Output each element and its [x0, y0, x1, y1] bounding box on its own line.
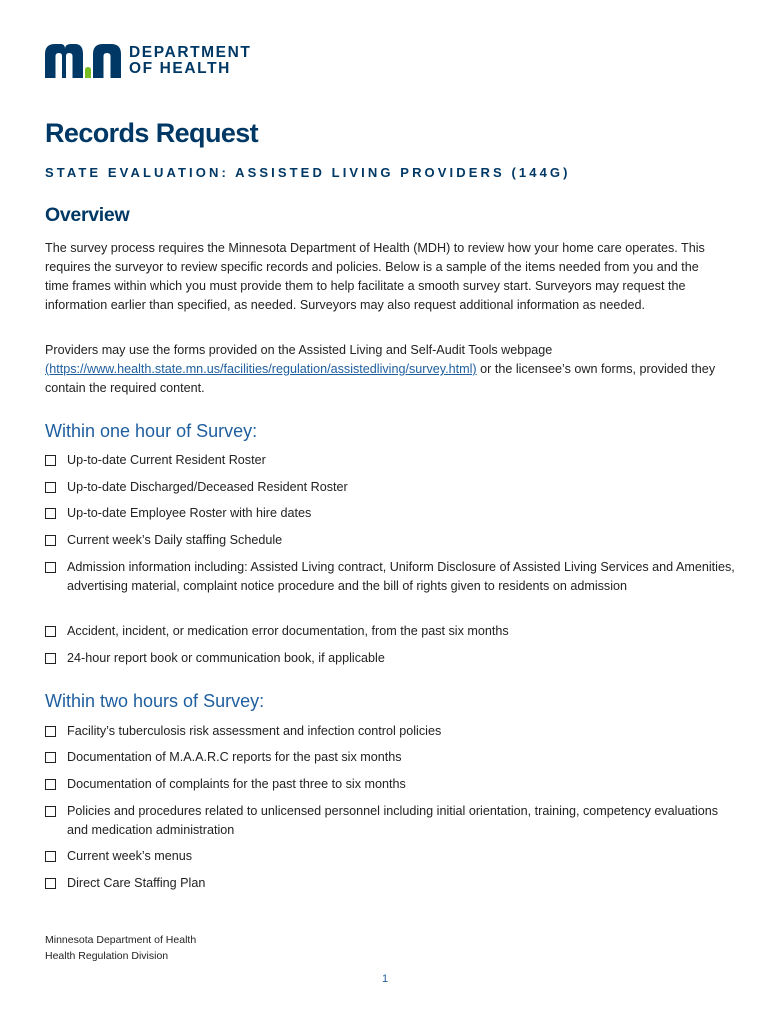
checklist-item: [45, 775, 735, 794]
mdh-logo: [45, 44, 252, 78]
checkbox[interactable]: [45, 508, 56, 519]
checkbox[interactable]: [45, 752, 56, 763]
checkbox[interactable]: [45, 562, 56, 573]
checklist-item-label: Current week’s menus: [67, 849, 193, 863]
checkbox[interactable]: [45, 851, 56, 862]
checkbox[interactable]: [45, 626, 56, 637]
page-title: Records Request: [45, 118, 259, 148]
page-subtitle: STATE EVALUATION: ASSISTED LIVING PROVIDERS (144G): [45, 165, 571, 180]
overview-p2-text-before: Providers may use the forms provided on the Assisted Living and Self-Audit Tools webpage: [45, 343, 553, 357]
checklist-item-label: 24-hour report book or communication book, if applicable: [67, 651, 385, 665]
checklist-item: [45, 558, 735, 596]
self-audit-tools-link[interactable]: (https://www.health.state.mn.us/facilities/regulation/assistedliving/survey.html): [45, 362, 477, 376]
checkbox[interactable]: [45, 779, 56, 790]
footer-division: Health Regulation Division: [45, 950, 169, 962]
checklist-item-label: Accident, incident, or medication error documentation, from the past six months: [67, 624, 509, 638]
checkbox[interactable]: [45, 535, 56, 546]
checkbox[interactable]: [45, 806, 56, 817]
checklist-item: [45, 748, 735, 767]
checklist-item: [45, 622, 735, 641]
checkbox[interactable]: [45, 455, 56, 466]
checklist-item-label: Up-to-date Discharged/Deceased Resident Roster: [67, 480, 348, 494]
checklist-item: [45, 802, 735, 840]
checklist-item-label: Current week’s Daily staffing Schedule: [67, 533, 283, 547]
checklist-item: [45, 451, 735, 470]
checklist-item-label: Documentation of M.A.A.R.C reports for the past six months: [67, 750, 402, 764]
overview-heading: Overview: [45, 204, 130, 226]
checklist-item: [45, 531, 735, 550]
checkbox[interactable]: [45, 878, 56, 889]
checklist-item: [45, 847, 735, 866]
checkbox[interactable]: [45, 653, 56, 664]
logo-line-of-health: OF HEALTH: [129, 60, 231, 77]
checklist-item-label: Up-to-date Current Resident Roster: [67, 453, 266, 467]
checklist-item-label: Documentation of complaints for the past three to six months: [67, 777, 406, 791]
mn-logo-mark: [45, 44, 121, 78]
overview-paragraph-1: The survey process requires the Minnesota Department of Health (MDH) to review how your home care operates. This requires the surveyor to review specific records and policies. Below is a sample of the items needed from you and the time frames within which you must provide them to help facilitate a smooth survey start. Surveyors may request the information earlier than specified, as needed. Surveyors may also request additional information as needed.: [45, 241, 705, 312]
checklist-item-label: Direct Care Staffing Plan: [67, 876, 206, 890]
logo-line-department: DEPARTMENT: [129, 44, 252, 61]
checklist-item-label: Policies and procedures related to unlicensed personnel including initial orientation, training, competency evaluations and medication administration: [67, 804, 719, 837]
logo-wordmark: [129, 45, 252, 77]
checklist-item: [45, 874, 735, 893]
overview-p2-text-after: or the licensee’s own forms, provided they contain the required content.: [45, 362, 716, 395]
checklist-item: [45, 649, 735, 668]
checkbox[interactable]: [45, 482, 56, 493]
overview-paragraph-2: [45, 341, 725, 398]
section-two-hours-heading: Within two hours of Survey:: [45, 691, 265, 711]
page-number: 1: [381, 973, 389, 985]
checklist-item: [45, 504, 735, 523]
checkbox[interactable]: [45, 726, 56, 737]
checklist-item-label: Facility’s tuberculosis risk assessment and infection control policies: [67, 724, 442, 738]
checklist-item-label: Up-to-date Employee Roster with hire dates: [67, 506, 312, 520]
footer: [45, 932, 196, 964]
footer-department: Minnesota Department of Health: [45, 934, 197, 946]
section-one-hour-heading: Within one hour of Survey:: [45, 421, 258, 441]
checklist-item-label: Admission information including: Assisted Living contract, Uniform Disclosure of Assisted Living Services and Amenities, advertising material, complaint notice procedure and the bill of rights given to residents on admission: [67, 560, 735, 593]
checklist-item: [45, 722, 735, 741]
checklist-item: [45, 478, 735, 497]
